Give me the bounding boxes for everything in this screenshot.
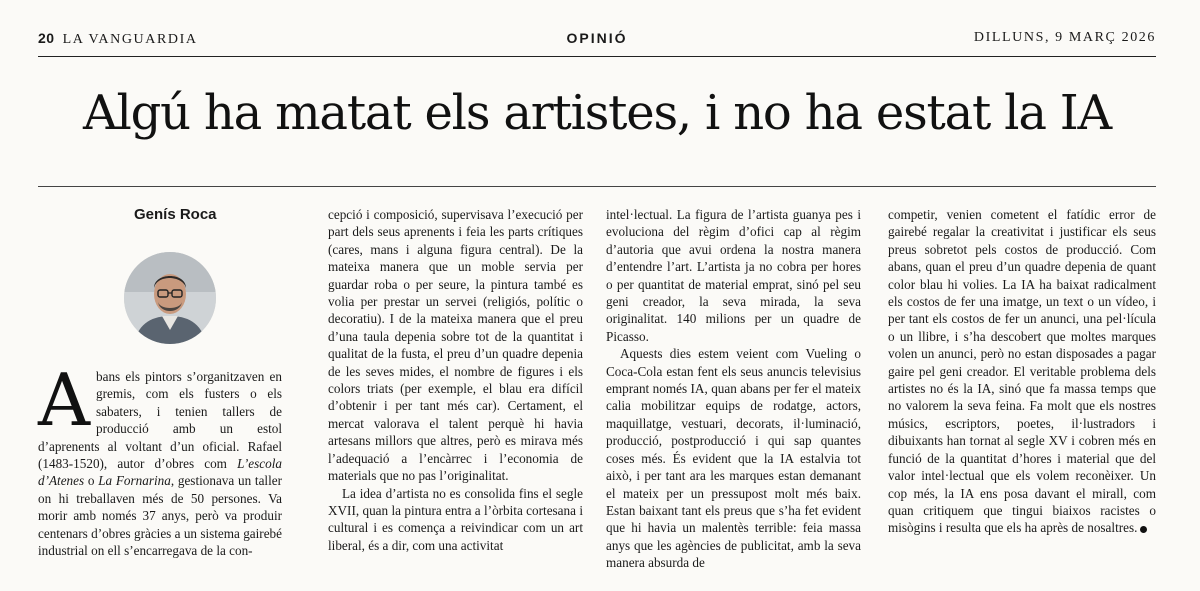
page-header xyxy=(38,30,1156,50)
article-column-3 xyxy=(606,206,861,572)
headline-rule xyxy=(38,186,1156,187)
text-run: competir, venien cometent el fatídic error de gairebé regalar la creativitat i justificar els seus preus sobretot pels costos de producció. Com abans, quan el preu d’un quadre depenia de quant color blau hi volies. La IA ha baixat radicalment els costos de fer una imatge, un text o un vídeo, i per tant els costos de fer un anunci, una pel·lícula o un llibre, i s’ha descobert que moltes marques volen un anunci, però no estan disposades a pagar gaire pel geni creador. El veritable problema dels artistes no és la IA, sinó que fa massa temps que no valorem la seva feina. Fa molt que els nostres músics, escriptors, poetes, il·lustradors i dibuixants han tornat al segle XV i cobren més en funció de la quantitat d’hores i material que del valor intel·lectual que els volem reconèixer. Un cop més, la IA ens posa davant el mirall, com quan critiquem que tingui biaixos racistes o misògins i resulta que els ha après de nosaltres. xyxy=(888,207,1156,536)
article-column-4 xyxy=(888,206,1156,537)
article-headline: Algú ha matat els artistes, i no ha estat la IA xyxy=(82,85,1112,141)
paragraph: Aquests dies estem veient com Vueling o Coca-Cola estan fent els seus anuncis televisius emprant només IA, quan abans per fer el mateix calia mobilitzar equips de rodatge, actors, maquillatge, vestuari, decorats, il·luminació, producció, postproducció i qui sap quantes coses més. És evident que la IA estalvia tot això, i per tant ara les marques estan demanant el mateix per un pressupost molt més baix. Estan baixant tant els preus que s’ha fet evident que hi havia un malentès terrible: feia massa anys que les agències de publicitat, amb la seva manera absurda de xyxy=(606,346,861,571)
author-portrait-icon xyxy=(124,252,216,344)
article-column-2 xyxy=(328,206,583,554)
text-run: , gestionava un taller on hi treballaven més de 50 persones. Va morir amb només 37 anys, però va produir centenars d’obres gràcies a un sistema gairebé industrial on ell s’encarregava de la con- xyxy=(38,473,282,559)
issue-date: DILLUNS, 9 MARÇ 2026 xyxy=(973,30,1156,45)
paragraph: intel·lectual. La figura de l’artista guanya pes i evoluciona del règim d’ofici cap al règim d’autoria que avui ordena la nostra manera d’entendre l’art. L’artista ja no cobra per hores o per quantitat de material emprat, sinó pel seu geni creador, la seva mirada, la seva originalitat. 140 milions per un quadre de Picasso. xyxy=(606,207,861,344)
paragraph xyxy=(38,358,282,559)
paragraph: La idea d’artista no es consolida fins el segle XVII, quan la pintura entra a l’òrbita cortesana i cultural i es comença a reivindicar com un art liberal, és a dir, com una activitat xyxy=(328,485,583,553)
end-of-article-icon xyxy=(1140,526,1147,533)
section-label: OPINIÓ xyxy=(566,30,628,46)
text-run: bans els pintors s’organitzaven en gremis, com els fusters o els sabaters, i tenien tallers de producció amb un estol d’aprenents al voltant d’un oficial. Rafael (1483-1520), autor d’obres com xyxy=(38,369,282,472)
article-column-1 xyxy=(38,358,282,559)
header-rule xyxy=(38,56,1156,57)
publication-name: LA VANGUARDIA xyxy=(62,32,198,47)
paragraph xyxy=(888,206,1156,537)
drop-cap: A xyxy=(38,358,90,442)
text-run: o xyxy=(84,473,99,489)
page-number: 20 xyxy=(38,30,55,46)
artwork-title: L’escola d’Atenes xyxy=(38,456,282,489)
author-byline: Genís Roca xyxy=(134,206,217,223)
author-photo xyxy=(124,252,216,344)
artwork-title: La Fornarina xyxy=(98,473,171,489)
paragraph: cepció i composició, supervisava l’execució per part dels seus aprenents i feia les parts crítiques (cares, mans i alguna figura central). De la mateixa manera que un moble servia per guardar roba o per seure, la pintura també es volia per prestar un servei (religiós, polític o decoratiu). I de la mateixa manera que el preu d’una taula depenia sobre tot de la quantitat i qualitat de la fusta, el preu d’un quadre depenia de les seves mides, el nombre de figures i els colors triats (per exemple, el blau era difícil d’obtenir i per tant més car). Certament, el mercat valorava el talent perquè hi havia artesans millors que altres, però es mirava més l’adequació a l’encàrrec i l’economia de materials que no pas l’originalitat. xyxy=(328,207,583,484)
